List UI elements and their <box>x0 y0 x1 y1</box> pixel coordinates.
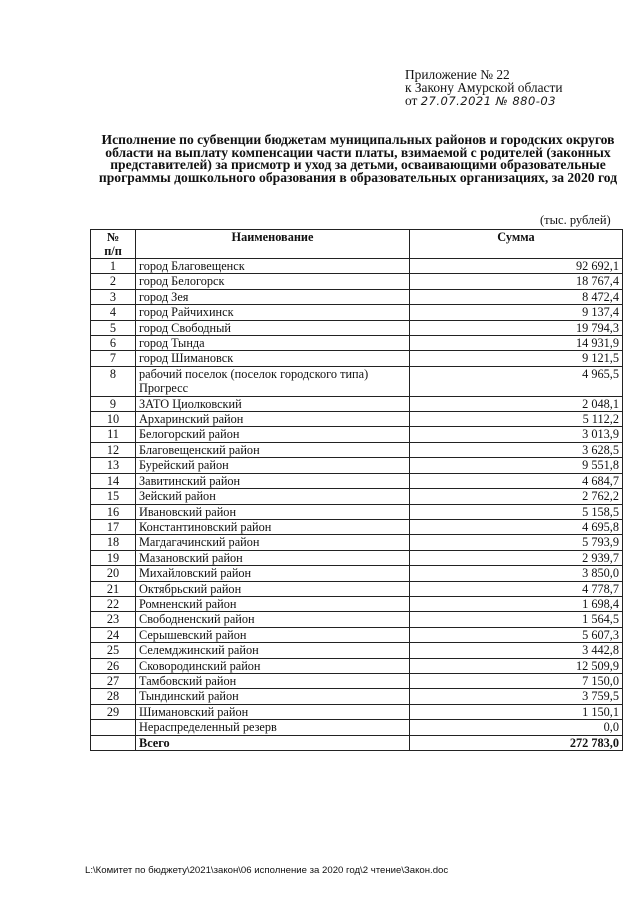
row-name: Ивановский район <box>136 504 410 519</box>
row-name: Архаринский район <box>136 412 410 427</box>
table-row <box>91 704 623 719</box>
row-name: Бурейский район <box>136 458 410 473</box>
row-name: Белогорский район <box>136 427 410 442</box>
units-label: (тыс. рублей) <box>540 213 611 227</box>
table-row <box>91 396 623 411</box>
total-label: Всего <box>136 735 410 750</box>
appendix-number: Приложение № 22 <box>405 67 510 82</box>
row-sum: 9 551,8 <box>410 458 623 473</box>
row-number: 18 <box>91 535 136 550</box>
row-name: Зейский район <box>136 489 410 504</box>
table-row <box>91 673 623 688</box>
row-sum: 5 607,3 <box>410 627 623 642</box>
row-name: Селемджинский район <box>136 643 410 658</box>
row-number: 27 <box>91 673 136 688</box>
row-number: 12 <box>91 442 136 457</box>
table-row <box>91 289 623 304</box>
table-row <box>91 643 623 658</box>
handwritten-date-number: 27.07.2021 № 880-03 <box>420 94 557 108</box>
row-number: 16 <box>91 504 136 519</box>
row-sum: 19 794,3 <box>410 320 623 335</box>
row-sum: 3 850,0 <box>410 566 623 581</box>
table-row <box>91 458 623 473</box>
row-sum: 4 684,7 <box>410 473 623 488</box>
row-sum: 2 762,2 <box>410 489 623 504</box>
budget-table <box>90 229 623 751</box>
row-number: 8 <box>91 366 136 396</box>
table-row <box>91 550 623 565</box>
row-number: 20 <box>91 566 136 581</box>
row-number: 10 <box>91 412 136 427</box>
row-sum: 1 564,5 <box>410 612 623 627</box>
row-name: Шимановский район <box>136 704 410 719</box>
table-row <box>91 366 623 396</box>
row-number: 21 <box>91 581 136 596</box>
row-number: 15 <box>91 489 136 504</box>
row-name: Константиновский район <box>136 519 410 534</box>
row-name: Свободненский район <box>136 612 410 627</box>
total-row <box>91 735 623 750</box>
row-number: 6 <box>91 336 136 351</box>
row-sum: 3 442,8 <box>410 643 623 658</box>
table-row <box>91 689 623 704</box>
row-sum: 2 048,1 <box>410 396 623 411</box>
row-number: 9 <box>91 396 136 411</box>
row-number: 11 <box>91 427 136 442</box>
table-row <box>91 351 623 366</box>
row-name: город Тында <box>136 336 410 351</box>
table-row <box>91 658 623 673</box>
appendix-date-prefix: от <box>405 93 421 108</box>
table-row <box>91 596 623 611</box>
row-sum: 0,0 <box>410 720 623 735</box>
table-header-row <box>91 230 623 259</box>
row-name: город Благовещенск <box>136 259 410 274</box>
file-path-footer: L:\Комитет по бюджету\2021\закон\06 исполнение за 2020 год\2 чтение\Закон.doc <box>85 865 449 876</box>
row-name: Тындинский район <box>136 689 410 704</box>
row-name: Тамбовский район <box>136 673 410 688</box>
appendix-law: к Закону Амурской области <box>405 80 563 95</box>
row-sum: 9 121,5 <box>410 351 623 366</box>
total-sum: 272 783,0 <box>410 735 623 750</box>
row-name: Магдагачинский район <box>136 535 410 550</box>
row-sum: 5 793,9 <box>410 535 623 550</box>
row-number: 26 <box>91 658 136 673</box>
table-row <box>91 274 623 289</box>
row-sum: 7 150,0 <box>410 673 623 688</box>
row-sum: 3 759,5 <box>410 689 623 704</box>
row-name: ЗАТО Циолковский <box>136 396 410 411</box>
row-name: город Белогорск <box>136 274 410 289</box>
appendix-date-line <box>405 94 635 108</box>
row-number: 23 <box>91 612 136 627</box>
table-row <box>91 427 623 442</box>
table-row <box>91 612 623 627</box>
row-name: Октябрьский район <box>136 581 410 596</box>
row-name: рабочий поселок (поселок городского типа) Прогресс <box>136 366 410 396</box>
header-number: № п/п <box>91 230 136 259</box>
row-name: Благовещенский район <box>136 442 410 457</box>
table-row <box>91 489 623 504</box>
header-sum: Сумма <box>410 230 623 259</box>
row-number <box>91 720 136 735</box>
header-name: Наименование <box>136 230 410 259</box>
table-body <box>91 259 623 751</box>
row-name: город Шимановск <box>136 351 410 366</box>
row-sum: 5 112,2 <box>410 412 623 427</box>
row-sum: 12 509,9 <box>410 658 623 673</box>
row-name: Мазановский район <box>136 550 410 565</box>
row-name: город Зея <box>136 289 410 304</box>
row-number: 14 <box>91 473 136 488</box>
row-name: Серышевский район <box>136 627 410 642</box>
row-sum: 5 158,5 <box>410 504 623 519</box>
row-name: Завитинский район <box>136 473 410 488</box>
row-number: 25 <box>91 643 136 658</box>
table-row <box>91 412 623 427</box>
table-row <box>91 519 623 534</box>
row-number: 19 <box>91 550 136 565</box>
row-sum: 92 692,1 <box>410 259 623 274</box>
row-sum: 4 778,7 <box>410 581 623 596</box>
row-sum: 1 150,1 <box>410 704 623 719</box>
row-sum: 4 965,5 <box>410 366 623 396</box>
row-sum: 3 628,5 <box>410 442 623 457</box>
row-name: город Свободный <box>136 320 410 335</box>
table-row <box>91 305 623 320</box>
table-row <box>91 627 623 642</box>
row-sum: 3 013,9 <box>410 427 623 442</box>
row-sum: 18 767,4 <box>410 274 623 289</box>
table-row <box>91 336 623 351</box>
total-empty-cell <box>91 735 136 750</box>
row-sum: 2 939,7 <box>410 550 623 565</box>
row-sum: 8 472,4 <box>410 289 623 304</box>
row-name: Нераспределенный резерв <box>136 720 410 735</box>
document-title: Исполнение по субвенции бюджетам муниципальных районов и городских округов области на выплату компенсации части платы, взимаемой с родителей (законных представителей) за присмотр и уход за детьми, осваивающими образовательные программы дошкольного образования в образовательных организациях, за 2020 год <box>98 132 618 186</box>
table-row <box>91 320 623 335</box>
row-number: 5 <box>91 320 136 335</box>
row-number: 3 <box>91 289 136 304</box>
row-number: 24 <box>91 627 136 642</box>
row-name: Ромненский район <box>136 596 410 611</box>
table-row <box>91 504 623 519</box>
row-sum: 1 698,4 <box>410 596 623 611</box>
table-row <box>91 566 623 581</box>
row-number: 17 <box>91 519 136 534</box>
row-number: 13 <box>91 458 136 473</box>
table-row <box>91 259 623 274</box>
row-sum: 14 931,9 <box>410 336 623 351</box>
table-row <box>91 442 623 457</box>
row-number: 28 <box>91 689 136 704</box>
table-row <box>91 535 623 550</box>
row-sum: 4 695,8 <box>410 519 623 534</box>
table-row <box>91 720 623 735</box>
row-name: Михайловский район <box>136 566 410 581</box>
row-number: 2 <box>91 274 136 289</box>
row-number: 1 <box>91 259 136 274</box>
row-sum: 9 137,4 <box>410 305 623 320</box>
table-row <box>91 473 623 488</box>
row-name: город Райчихинск <box>136 305 410 320</box>
appendix-header <box>405 68 635 108</box>
row-number: 29 <box>91 704 136 719</box>
row-name: Сковородинский район <box>136 658 410 673</box>
row-number: 4 <box>91 305 136 320</box>
row-number: 7 <box>91 351 136 366</box>
row-number: 22 <box>91 596 136 611</box>
table-row <box>91 581 623 596</box>
